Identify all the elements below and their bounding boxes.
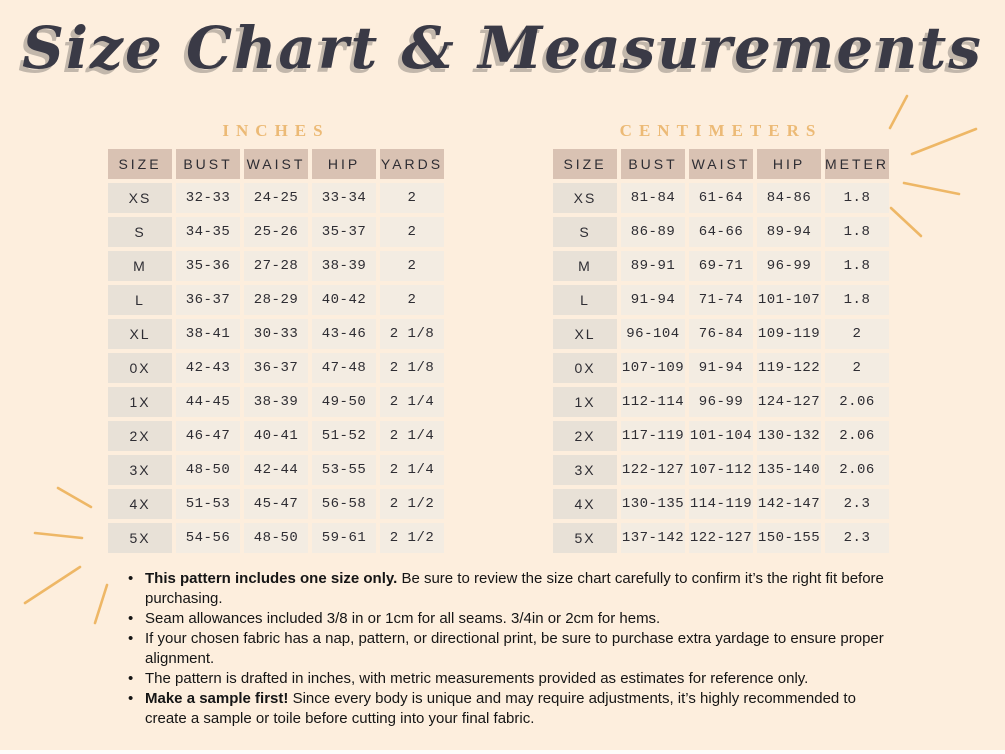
bullet-icon: •	[128, 610, 134, 627]
measurement-cell: 2 1/8	[380, 319, 444, 349]
measurement-cell: 142-147	[757, 489, 821, 519]
measurement-cell: 122-127	[621, 455, 685, 485]
bullet-icon: •	[128, 630, 134, 647]
measurement-cell: 84-86	[757, 183, 821, 213]
measurement-cell: 2.3	[825, 489, 889, 519]
measurement-cell: 130-132	[757, 421, 821, 451]
note-drafted-in-inches	[128, 669, 896, 689]
notes-list	[128, 569, 896, 729]
column-header-size: SIZE	[553, 149, 617, 179]
measurement-cell: 1.8	[825, 217, 889, 247]
size-label-cell: 1X	[553, 387, 617, 417]
note-fabric-nap	[128, 629, 896, 669]
size-label-cell: 5X	[553, 523, 617, 553]
measurement-cell: 48-50	[176, 455, 240, 485]
size-label-cell: 2X	[553, 421, 617, 451]
measurement-cell: 69-71	[689, 251, 753, 281]
size-table-centimeters	[553, 121, 889, 553]
measurement-cell: 43-46	[312, 319, 376, 349]
note-one-size-only	[128, 569, 896, 609]
measurement-cell: 27-28	[244, 251, 308, 281]
measurement-cell: 137-142	[621, 523, 685, 553]
size-label-cell: 3X	[108, 455, 172, 485]
measurement-cell: 59-61	[312, 523, 376, 553]
measurement-cell: 2	[380, 217, 444, 247]
measurement-cell: 40-42	[312, 285, 376, 315]
measurement-cell: 34-35	[176, 217, 240, 247]
measurement-cell: 2.06	[825, 387, 889, 417]
size-label-cell: 0X	[553, 353, 617, 383]
size-label-cell: XS	[108, 183, 172, 213]
column-header-waist: WAIST	[689, 149, 753, 179]
measurement-cell: 33-34	[312, 183, 376, 213]
measurement-cell: 2.3	[825, 523, 889, 553]
size-label-cell: XL	[108, 319, 172, 349]
measurement-cell: 30-33	[244, 319, 308, 349]
measurement-cell: 2 1/4	[380, 455, 444, 485]
measurement-cell: 40-41	[244, 421, 308, 451]
measurement-cell: 130-135	[621, 489, 685, 519]
measurement-cell: 51-52	[312, 421, 376, 451]
size-label-cell: S	[108, 217, 172, 247]
measurement-cell: 2 1/2	[380, 489, 444, 519]
measurement-cell: 117-119	[621, 421, 685, 451]
column-header-waist: WAIST	[244, 149, 308, 179]
note-text: If your chosen fabric has a nap, pattern, or directional print, be sure to purchase extra yardage to ensure proper alignment.	[145, 630, 884, 667]
note-text: Seam allowances included 3/8 in or 1cm for all seams. 3/4in or 2cm for hems.	[145, 610, 661, 627]
measurement-cell: 2 1/4	[380, 421, 444, 451]
bullet-icon: •	[128, 690, 134, 707]
measurement-cell: 71-74	[689, 285, 753, 315]
size-label-cell: 3X	[553, 455, 617, 485]
size-label-cell: S	[553, 217, 617, 247]
measurement-cell: 46-47	[176, 421, 240, 451]
measurement-cell: 96-104	[621, 319, 685, 349]
measurement-cell: 1.8	[825, 285, 889, 315]
measurement-cell: 61-64	[689, 183, 753, 213]
column-header-size: SIZE	[108, 149, 172, 179]
bullet-icon: •	[128, 670, 134, 687]
measurement-cell: 48-50	[244, 523, 308, 553]
sparkle-burst-right-icon	[880, 90, 1000, 240]
measurement-cell: 36-37	[244, 353, 308, 383]
column-header-bust: BUST	[176, 149, 240, 179]
measurement-cell: 2	[380, 183, 444, 213]
measurement-cell: 25-26	[244, 217, 308, 247]
size-label-cell: M	[553, 251, 617, 281]
measurement-cell: 89-94	[757, 217, 821, 247]
measurement-cell: 2	[380, 251, 444, 281]
size-table-inches	[108, 121, 444, 553]
note-seam-allowances	[128, 609, 896, 629]
size-label-cell: 2X	[108, 421, 172, 451]
measurement-cell: 2.06	[825, 455, 889, 485]
measurement-cell: 2	[380, 285, 444, 315]
measurement-cell: 112-114	[621, 387, 685, 417]
measurement-cell: 36-37	[176, 285, 240, 315]
measurement-cell: 42-43	[176, 353, 240, 383]
note-bold-text: Make a sample first!	[145, 690, 289, 707]
measurement-cell: 2 1/8	[380, 353, 444, 383]
measurement-cell: 91-94	[689, 353, 753, 383]
measurement-cell: 45-47	[244, 489, 308, 519]
measurement-cell: 96-99	[757, 251, 821, 281]
note-text: Be sure to review the size chart carefully to confirm it’s the right fit before purchasing.	[145, 570, 884, 607]
size-label-cell: 0X	[108, 353, 172, 383]
size-label-cell: M	[108, 251, 172, 281]
column-header-hip: HIP	[757, 149, 821, 179]
measurement-cell: 124-127	[757, 387, 821, 417]
bullet-icon: •	[128, 570, 134, 587]
measurement-cell: 1.8	[825, 183, 889, 213]
measurement-cell: 86-89	[621, 217, 685, 247]
note-text: Since every body is unique and may require adjustments, it’s highly recommended to create a sample or toile before cutting into your final fabric.	[145, 690, 856, 727]
measurement-cell: 44-45	[176, 387, 240, 417]
measurement-cell: 24-25	[244, 183, 308, 213]
measurement-cell: 107-109	[621, 353, 685, 383]
column-header-yards: YARDS	[380, 149, 444, 179]
note-make-a-sample	[128, 689, 896, 729]
measurement-cell: 32-33	[176, 183, 240, 213]
measurement-cell: 2 1/4	[380, 387, 444, 417]
measurement-cell: 42-44	[244, 455, 308, 485]
measurement-cell: 89-91	[621, 251, 685, 281]
column-header-meter: METER	[825, 149, 889, 179]
measurement-cell: 107-112	[689, 455, 753, 485]
measurement-cell: 2	[825, 353, 889, 383]
sparkle-burst-left-icon	[18, 478, 118, 628]
measurement-cell: 150-155	[757, 523, 821, 553]
size-label-cell: XS	[553, 183, 617, 213]
measurement-cell: 119-122	[757, 353, 821, 383]
measurement-cell: 76-84	[689, 319, 753, 349]
measurement-cell: 64-66	[689, 217, 753, 247]
measurement-cell: 53-55	[312, 455, 376, 485]
measurement-cell: 35-37	[312, 217, 376, 247]
note-bold-text: This pattern includes one size only.	[145, 570, 398, 587]
measurement-cell: 2	[825, 319, 889, 349]
page-title: Size Chart & Measurements	[22, 14, 983, 82]
size-label-cell: 1X	[108, 387, 172, 417]
measurement-cell: 135-140	[757, 455, 821, 485]
measurement-cell: 38-39	[312, 251, 376, 281]
inches-grid	[108, 149, 444, 553]
size-label-cell: L	[108, 285, 172, 315]
measurement-cell: 51-53	[176, 489, 240, 519]
measurement-cell: 47-48	[312, 353, 376, 383]
measurement-cell: 38-39	[244, 387, 308, 417]
measurement-cell: 81-84	[621, 183, 685, 213]
measurement-cell: 28-29	[244, 285, 308, 315]
measurement-cell: 56-58	[312, 489, 376, 519]
measurement-cell: 114-119	[689, 489, 753, 519]
column-header-bust: BUST	[621, 149, 685, 179]
centimeters-grid	[553, 149, 889, 553]
size-label-cell: XL	[553, 319, 617, 349]
size-label-cell: 4X	[553, 489, 617, 519]
measurement-cell: 109-119	[757, 319, 821, 349]
measurement-cell: 49-50	[312, 387, 376, 417]
measurement-cell: 2 1/2	[380, 523, 444, 553]
measurement-cell: 2.06	[825, 421, 889, 451]
measurement-cell: 91-94	[621, 285, 685, 315]
size-label-cell: 4X	[108, 489, 172, 519]
measurement-cell: 35-36	[176, 251, 240, 281]
note-text: The pattern is drafted in inches, with metric measurements provided as estimates for reference only.	[145, 670, 809, 687]
measurement-cell: 54-56	[176, 523, 240, 553]
measurement-cell: 96-99	[689, 387, 753, 417]
unit-label-inches: INCHES	[222, 121, 330, 140]
measurement-cell: 38-41	[176, 319, 240, 349]
column-header-hip: HIP	[312, 149, 376, 179]
measurement-cell: 1.8	[825, 251, 889, 281]
measurement-cell: 101-104	[689, 421, 753, 451]
size-label-cell: L	[553, 285, 617, 315]
size-label-cell: 5X	[108, 523, 172, 553]
measurement-cell: 101-107	[757, 285, 821, 315]
bottom-edge-strip	[0, 750, 1005, 754]
measurement-cell: 122-127	[689, 523, 753, 553]
unit-label-centimeters: CENTIMETERS	[619, 121, 823, 140]
